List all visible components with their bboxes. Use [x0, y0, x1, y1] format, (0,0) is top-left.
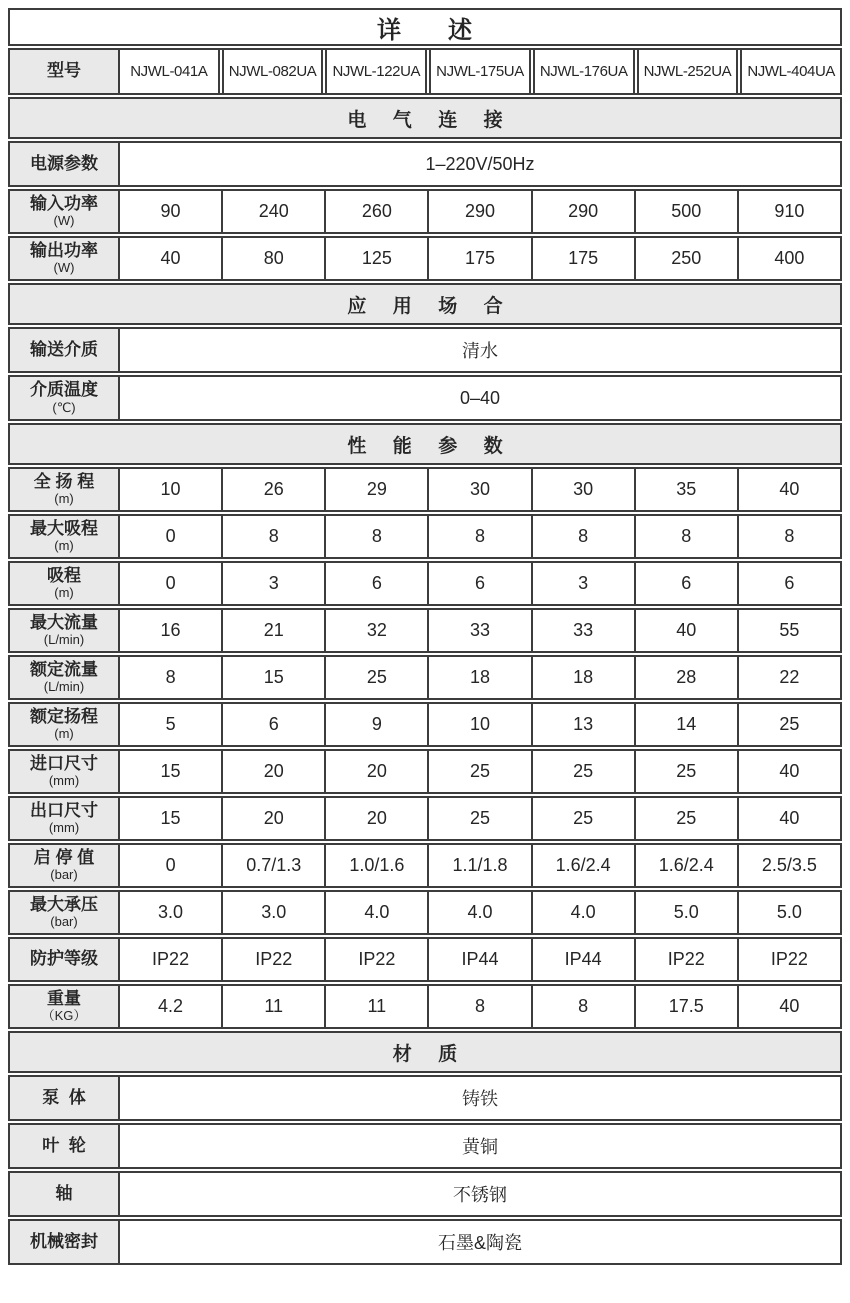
row-unit: (W) [53, 260, 75, 276]
row-cells [120, 939, 840, 980]
row-cells [120, 1077, 840, 1119]
row-cells [120, 845, 840, 886]
row-label-cell [10, 1125, 120, 1167]
row-label-cell [10, 657, 120, 698]
spec-value-cell: 33 [531, 610, 634, 651]
row-label-cell [10, 1173, 120, 1215]
spec-value-cell: 500 [634, 191, 737, 232]
spec-value-cell: 30 [531, 469, 634, 510]
row-label-cell [10, 1221, 120, 1263]
spec-value-cell: 250 [634, 238, 737, 279]
row-unit: （KG） [41, 1008, 87, 1024]
row-label: 吸程 [47, 565, 81, 585]
spec-value-cell: 20 [221, 751, 324, 792]
spec-value-cell: 1.1/1.8 [427, 845, 530, 886]
model-name-cell: NJWL-082UA [222, 50, 324, 93]
row-label: 输送介质 [30, 339, 98, 359]
spec-value-cell: 3 [221, 563, 324, 604]
spec-value-cell: 8 [531, 986, 634, 1027]
row-label-cell [10, 516, 120, 557]
row-unit: (m) [54, 538, 74, 554]
model-name-cell: NJWL-041A [120, 50, 220, 93]
spec-value-cell: 21 [221, 610, 324, 651]
spec-value-cell: 3.0 [158, 902, 184, 922]
row-cells [120, 516, 840, 557]
row-cells [120, 610, 840, 651]
row-label: 机械密封 [30, 1231, 98, 1251]
row-cells [120, 704, 840, 745]
spec-value-cell: 26 [221, 469, 324, 510]
spec-value-cell: 125 [324, 238, 427, 279]
spec-value-cell: 40 [737, 798, 840, 839]
row-cells [120, 986, 840, 1027]
spec-value-cell: 1–220V/50Hz [425, 153, 535, 174]
row-cells [120, 1221, 840, 1263]
row-label: 防护等级 [30, 949, 98, 969]
row-label-cell [10, 845, 120, 886]
spec-value-cell: 黄铜 [462, 1137, 498, 1157]
spec-value-cell: 6 [737, 563, 840, 604]
spec-value-cell: 9 [324, 704, 427, 745]
spec-value-cell: IP22 [634, 939, 737, 980]
row-label: 型号 [47, 61, 81, 81]
spec-value-cell: 15 [160, 808, 181, 828]
table-title: 详 述 [376, 16, 473, 44]
spec-value-cell: 175 [531, 238, 634, 279]
spec-value-cell: 6 [324, 563, 427, 604]
spec-value-cell: 10 [160, 479, 181, 499]
spec-value-cell: 17.5 [634, 986, 737, 1027]
spec-row [8, 514, 842, 559]
spec-value-cell: 0 [165, 526, 176, 546]
spec-row [8, 1123, 842, 1169]
spec-row [8, 702, 842, 747]
section-header-row [8, 283, 842, 325]
row-label: 启 停 值 [33, 847, 95, 867]
row-label: 电源参数 [30, 153, 98, 173]
spec-value-cell: 290 [427, 191, 530, 232]
row-cells [120, 377, 840, 419]
spec-row [8, 1219, 842, 1265]
spec-value-cell: 13 [531, 704, 634, 745]
spec-value-cell: 910 [737, 191, 840, 232]
spec-value-cell: 8 [737, 516, 840, 557]
spec-value-cell: 80 [221, 238, 324, 279]
spec-row [8, 561, 842, 606]
spec-value-cell: 22 [737, 657, 840, 698]
spec-value-cell: IP44 [531, 939, 634, 980]
model-name-cell: NJWL-252UA [637, 50, 739, 93]
spec-row [8, 655, 842, 700]
spec-value-cell: 33 [427, 610, 530, 651]
spec-value-cell: 18 [531, 657, 634, 698]
row-unit: (mm) [48, 773, 80, 789]
section-header: 材 质 [392, 1043, 458, 1065]
row-unit: (L/min) [43, 679, 85, 695]
spec-value-cell: 16 [160, 620, 181, 640]
section-header: 电 气 连 接 [347, 109, 503, 131]
spec-value-cell: 20 [221, 798, 324, 839]
section-header: 应 用 场 合 [347, 295, 503, 317]
row-cells [120, 798, 840, 839]
spec-value-cell: 8 [427, 986, 530, 1027]
spec-value-cell: 25 [737, 704, 840, 745]
section-header-row [8, 1031, 842, 1073]
spec-value-cell: IP22 [221, 939, 324, 980]
spec-value-cell: 175 [427, 238, 530, 279]
section-header: 性 能 参 数 [347, 435, 503, 457]
row-label-cell [10, 1077, 120, 1119]
spec-value-cell: 4.0 [427, 892, 530, 933]
spec-value-cell: 25 [324, 657, 427, 698]
spec-value-cell: IP22 [737, 939, 840, 980]
spec-row [8, 984, 842, 1029]
spec-value-cell: 35 [634, 469, 737, 510]
spec-value-cell: 260 [324, 191, 427, 232]
spec-value-cell: 25 [531, 798, 634, 839]
row-unit: (bar) [50, 867, 78, 883]
spec-value-cell: 40 [160, 248, 181, 268]
spec-value-cell: IP44 [427, 939, 530, 980]
row-label-cell [10, 238, 120, 279]
row-label: 最大吸程 [30, 518, 98, 538]
spec-value-cell: 8 [221, 516, 324, 557]
spec-value-cell: 石墨&陶瓷 [437, 1233, 522, 1253]
spec-value-cell: 40 [737, 986, 840, 1027]
row-label-cell [10, 469, 120, 510]
row-cells [120, 329, 840, 371]
spec-value-cell: 8 [165, 667, 176, 687]
spec-value-cell: 8 [324, 516, 427, 557]
row-unit: (bar) [50, 914, 78, 930]
row-label: 介质温度 [30, 380, 98, 399]
spec-row [8, 1075, 842, 1121]
row-label: 额定扬程 [30, 706, 98, 726]
row-label: 最大流量 [30, 612, 98, 632]
spec-value-cell: 25 [427, 751, 530, 792]
spec-value-cell: 4.0 [324, 892, 427, 933]
spec-value-cell: 240 [221, 191, 324, 232]
spec-value-cell: 20 [324, 798, 427, 839]
spec-value-cell: 30 [427, 469, 530, 510]
row-cells [120, 563, 840, 604]
pump-spec-table [8, 8, 842, 1265]
spec-value-cell: 5.0 [737, 892, 840, 933]
row-unit: (m) [54, 726, 74, 742]
row-cells [120, 143, 840, 185]
section-header-row [8, 423, 842, 465]
spec-row [8, 189, 842, 234]
spec-value-cell: 8 [531, 516, 634, 557]
spec-value-cell: 0 [165, 573, 176, 593]
model-name-cell: NJWL-175UA [429, 50, 531, 93]
spec-value-cell: 32 [324, 610, 427, 651]
row-label: 进口尺寸 [30, 753, 98, 773]
row-label-cell [10, 377, 120, 419]
spec-value-cell: 5.0 [634, 892, 737, 933]
spec-value-cell: 6 [221, 704, 324, 745]
row-label-cell [10, 143, 120, 185]
spec-value-cell: 40 [634, 610, 737, 651]
spec-value-cell: IP22 [152, 949, 190, 969]
spec-row [8, 141, 842, 187]
spec-value-cell: 11 [324, 986, 427, 1027]
row-label: 轴 [55, 1183, 73, 1203]
spec-value-cell: 25 [531, 751, 634, 792]
spec-value-cell: 55 [737, 610, 840, 651]
table-title-row [8, 8, 842, 46]
spec-value-cell: 铸铁 [462, 1089, 498, 1109]
row-label-cell [10, 798, 120, 839]
row-label: 重量 [47, 988, 81, 1008]
spec-value-cell: 40 [737, 751, 840, 792]
model-name-cell: NJWL-404UA [740, 50, 840, 93]
row-label-cell [10, 986, 120, 1027]
row-cells [120, 751, 840, 792]
spec-value-cell: 3.0 [221, 892, 324, 933]
row-cells [120, 1173, 840, 1215]
row-label: 输入功率 [30, 193, 98, 213]
model-name-cell: NJWL-122UA [325, 50, 427, 93]
model-header-row [8, 48, 842, 95]
row-label: 最大承压 [30, 894, 98, 914]
row-label-cell [10, 563, 120, 604]
spec-row [8, 1171, 842, 1217]
spec-value-cell: 8 [634, 516, 737, 557]
spec-value-cell: 40 [737, 469, 840, 510]
row-cells [120, 469, 840, 510]
spec-value-cell: 25 [427, 798, 530, 839]
row-label: 额定流量 [30, 659, 98, 679]
spec-row [8, 890, 842, 935]
spec-row [8, 327, 842, 373]
spec-value-cell: 2.5/3.5 [737, 845, 840, 886]
row-cells [120, 657, 840, 698]
spec-value-cell: 0–40 [459, 387, 501, 408]
spec-value-cell: 3 [531, 563, 634, 604]
spec-value-cell: 不锈钢 [453, 1185, 507, 1205]
spec-value-cell: 15 [221, 657, 324, 698]
spec-value-cell: 11 [221, 986, 324, 1027]
section-header-row [8, 97, 842, 139]
row-cells [120, 191, 840, 232]
row-label-cell [10, 191, 120, 232]
spec-row [8, 937, 842, 982]
spec-value-cell: 0 [165, 855, 176, 875]
row-cells [120, 892, 840, 933]
row-unit: (W) [53, 213, 75, 229]
spec-row [8, 467, 842, 512]
row-label-cell [10, 751, 120, 792]
row-unit: (m) [54, 491, 74, 507]
spec-value-cell: 25 [634, 751, 737, 792]
row-label-cell [10, 892, 120, 933]
spec-value-cell: 28 [634, 657, 737, 698]
spec-value-cell: 8 [427, 516, 530, 557]
row-label: 叶 轮 [42, 1135, 86, 1155]
row-label-cell [10, 50, 120, 93]
row-unit: (℃) [52, 399, 76, 415]
spec-value-cell: 1.6/2.4 [634, 845, 737, 886]
spec-row [8, 375, 842, 421]
spec-value-cell: 1.6/2.4 [531, 845, 634, 886]
spec-value-cell: 4.2 [158, 996, 184, 1016]
spec-value-cell: 1.0/1.6 [324, 845, 427, 886]
spec-row [8, 796, 842, 841]
spec-row [8, 236, 842, 281]
spec-value-cell: 29 [324, 469, 427, 510]
row-unit: (mm) [48, 820, 80, 836]
spec-value-cell: 5 [165, 714, 176, 734]
spec-row [8, 749, 842, 794]
spec-value-cell: 14 [634, 704, 737, 745]
spec-value-cell: 0.7/1.3 [221, 845, 324, 886]
row-label-cell [10, 610, 120, 651]
spec-value-cell: IP22 [324, 939, 427, 980]
row-label: 泵 体 [42, 1087, 86, 1107]
spec-row [8, 608, 842, 653]
spec-value-cell: 400 [737, 238, 840, 279]
row-label-cell [10, 704, 120, 745]
spec-value-cell: 6 [427, 563, 530, 604]
row-label-cell [10, 939, 120, 980]
row-cells [120, 238, 840, 279]
row-unit: (L/min) [43, 632, 85, 648]
spec-value-cell: 4.0 [531, 892, 634, 933]
spec-row [8, 843, 842, 888]
spec-value-cell: 清水 [462, 341, 498, 361]
spec-value-cell: 15 [160, 761, 181, 781]
row-label: 全 扬 程 [33, 471, 95, 491]
spec-value-cell: 290 [531, 191, 634, 232]
model-name-cell: NJWL-176UA [533, 50, 635, 93]
row-label: 出口尺寸 [30, 800, 98, 820]
row-unit: (m) [54, 585, 74, 601]
spec-value-cell: 10 [427, 704, 530, 745]
row-cells [120, 1125, 840, 1167]
row-label-cell [10, 329, 120, 371]
spec-value-cell: 18 [427, 657, 530, 698]
spec-value-cell: 6 [634, 563, 737, 604]
spec-value-cell: 90 [160, 201, 181, 221]
row-cells [120, 50, 840, 93]
spec-value-cell: 20 [324, 751, 427, 792]
spec-value-cell: 25 [634, 798, 737, 839]
row-label: 输出功率 [30, 240, 98, 260]
